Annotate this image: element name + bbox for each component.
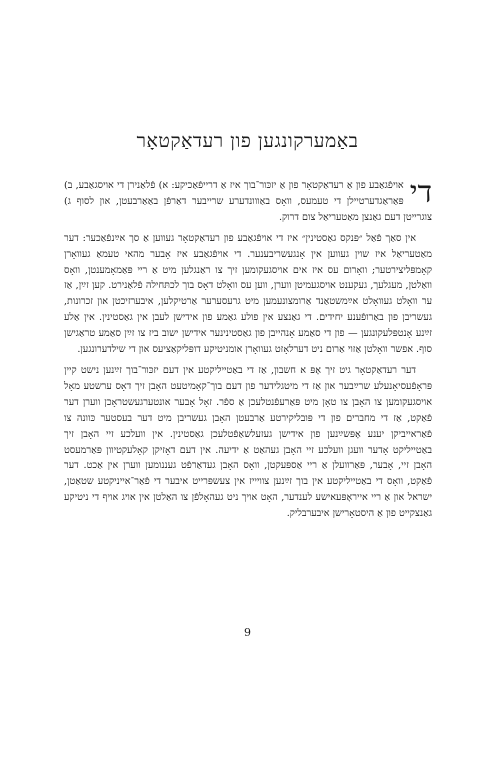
paragraph-1 <box>64 175 432 226</box>
drop-cap: די <box>409 175 432 210</box>
body-text <box>64 175 432 522</box>
page-number: 9 <box>244 626 251 639</box>
chapter-title: באַמערקונגען פון רעדאַקטאָר <box>136 130 359 152</box>
paragraph-3: דער רעדאַקטאָר גיט זיך אָפּ א חשבון, אַז די באַטייליקטע אין דעם יזכּור־בוך זײַנען נישט קיין פּראָפֿעסיאָנעלע שרײַבער און אַז די מיטגלידער פון דעם בוך־קאָמיטעט האָבן זיך דאָס ערשטע מאָל אויסגעקומען צו האָבן צו טאָן מיט פּאַרעפֿנטלעכן אַ ספֿר. זאָל אָבער אונטערגעשטראָכן ווערן דער פֿאַקט, אַז די מחברים פון די פּובליקירטע אַרבעטן האָבן געשריבן מיט דער בעסטער כּוונה צו פֿאַראייביקן יענע אָפּשײַנען פון אידישן געזעלשאַפֿטלעכן גאַסטינין. אין וועלכע זיי האָבן זיך באַטייליקט אָדער וועגן וועלכע זיי האָבן געהאַט אַ ידיעה. אין דעם דאָזיקן קאָלעקטיוון פּאַרמעסט האָבן זיי, אָבער, פּאַרוועלן אַ ריי אַספּעקטן, וואָס האָבן געדאַרפֿט געננומען ווערן אין אַכט. דער פֿאַקט, וואָס די באַטייליקטע אין בוך זײַנען צוויייז אין צעשפּרייט איבער די פֿאַר־אייניקטע שטאַטן, ישראל און אַ ריי אייראָפּעאישע לענדער, האָט אויך ניט געהאָלפֿן צו האַלטן אין אויג אויף די ניטיקע גאַנצקייט פון אַ היסטאָרישן איבערבליק. <box>64 364 432 520</box>
paragraph-1-text: אויפֿגאַבע פון אַ רעדאַקטאָר פון אַ יזכּור־בוך איז אַ דרייפֿאַכיקע: א) פֿלאַנירן די אויסגאַבע, ב) פּאַראַגדערטיילן די טעמעס, וואָס באַווונדערע שרייבער דאַרפֿן באַאַרבעטן, און לסוף ג) צוגרייטן דעם גאַנצן מאַטעריאַל צום דרוק. <box>64 180 432 223</box>
paragraph-2: אין סאַך פֿאַל ״פּנקס גאַסטינין״ איז די אויפֿגאַבע פון רעדאַקטאָר געווען אַ סך אײַנפֿאַכער: דער מאַטעריאַל איז שוין געווען אין אָנגעשריבענער. די אויפֿגאַבע איז אָבער מהאי טעמאַ געוואָרן קאָמפּליצירטער; וואָרום עס איז אים אויסגעקומען זיך צו ראַנגלען מיט אַ ריי פּאַמאָמענטן, וואָס וואַלטן, מעגלעך, געקענט אויסגעמיטן ווערן, ווען עס וואָלט דאָס בוך לכתּחילה פֿלאַנירט. קען זײַן, אַז ער וואָלט געוואָלט אײַמשטאַנד אַרומצונעמען מיט גרעסערער אַרטיקלען, איבערזיכטן און זכרונות, געשריבן פון באַרופֿענע יחידים. די גאַנצע אין פולע גאַמע פון אידישן לעבן אין גאַסטינין. אין אַלע זײַנע אָנטפּלעקונגען — פון די סאַמע אָנהייבן פון גאַסטינינער אידישן ישוב ביז צו זײַן סאַמע טראַגישן סוף. אפשר וואָלטן אַזוי אַרום ניט דערלאָזט געוואָרן אומניטיקע דופּליקאַציעס און די שילדערונגען. <box>64 232 432 356</box>
